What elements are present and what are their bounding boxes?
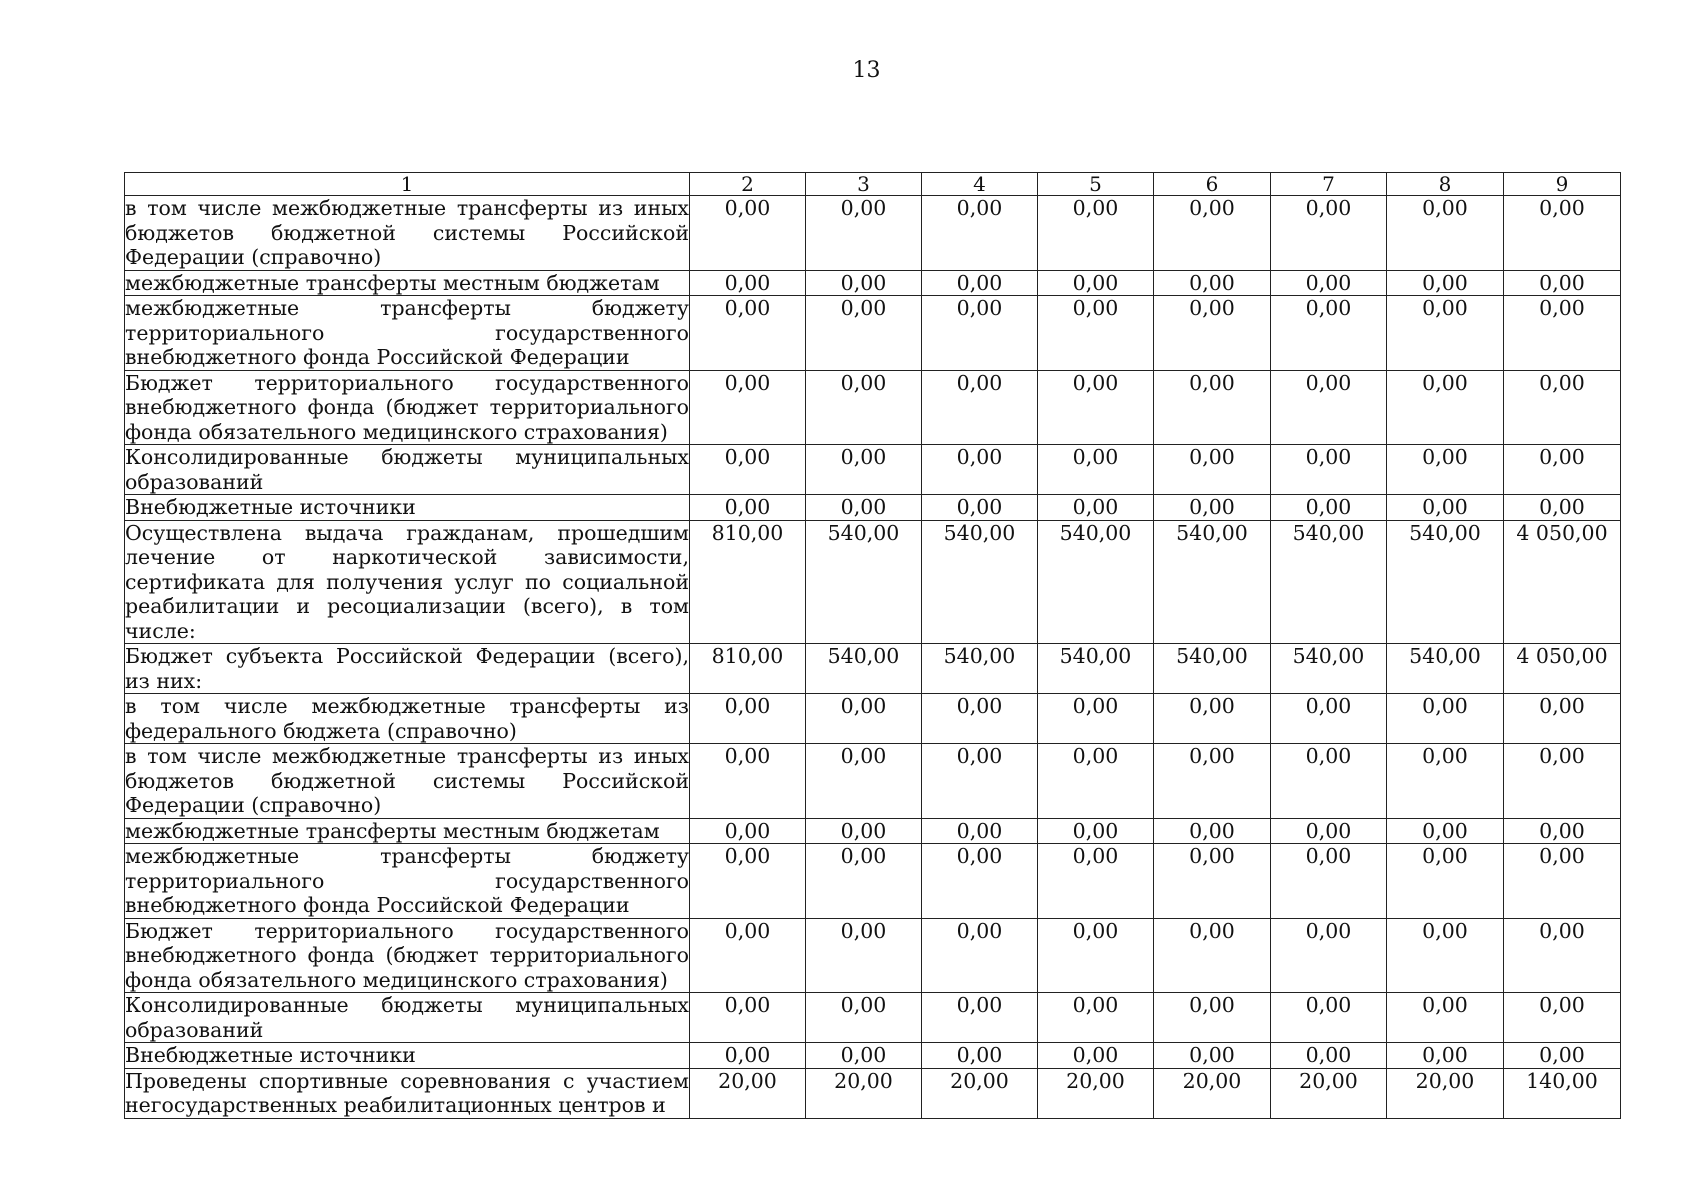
table-row: [125, 495, 1621, 521]
value-cell: 0,00: [1154, 993, 1271, 1043]
value-cell: 540,00: [1271, 644, 1387, 694]
value-cell: 0,00: [690, 196, 806, 271]
value-cell: 0,00: [690, 744, 806, 819]
table-row: [125, 196, 1621, 271]
row-label: Внебюджетные источники: [125, 1043, 690, 1069]
value-cell: 0,00: [922, 296, 1038, 371]
table-header-row: [125, 173, 1621, 196]
value-cell: 0,00: [806, 495, 922, 521]
value-cell: 0,00: [1271, 993, 1387, 1043]
value-cell: 0,00: [1271, 844, 1387, 919]
table-row: [125, 1043, 1621, 1069]
table-row: [125, 918, 1621, 993]
value-cell: 0,00: [806, 844, 922, 919]
value-cell: 0,00: [690, 1043, 806, 1069]
row-label: Осуществлена выдача гражданам, прошедшим лечение от наркотической зависимости, сертификата для получения услуг по социальной реабилитации и ресоциализации (всего), в том числе:: [125, 520, 689, 643]
value-cell: 0,00: [922, 370, 1038, 445]
value-cell: 0,00: [1504, 1043, 1621, 1069]
value-cell: 0,00: [1038, 1043, 1154, 1069]
value-cell: 0,00: [1387, 993, 1504, 1043]
value-cell: 540,00: [1038, 644, 1154, 694]
value-cell: 0,00: [1504, 495, 1621, 521]
value-cell: 0,00: [1154, 270, 1271, 296]
value-cell: 0,00: [1154, 495, 1271, 521]
value-cell: 540,00: [922, 520, 1038, 644]
value-cell: 0,00: [1504, 694, 1621, 744]
table-row: [125, 818, 1621, 844]
value-cell: 540,00: [1271, 520, 1387, 644]
value-cell: 0,00: [690, 844, 806, 919]
value-cell: 0,00: [922, 495, 1038, 521]
value-cell: 0,00: [1154, 196, 1271, 271]
table-row: [125, 270, 1621, 296]
value-cell: 0,00: [806, 196, 922, 271]
table-row: [125, 445, 1621, 495]
value-cell: 20,00: [1154, 1068, 1271, 1118]
value-cell: 0,00: [1271, 918, 1387, 993]
value-cell: 0,00: [1038, 196, 1154, 271]
value-cell: 0,00: [1387, 1043, 1504, 1069]
page-number: 13: [852, 58, 881, 83]
value-cell: 0,00: [1387, 495, 1504, 521]
table-row: [125, 744, 1621, 819]
value-cell: 0,00: [1154, 445, 1271, 495]
table-row: [125, 520, 1621, 644]
value-cell: 0,00: [1154, 1043, 1271, 1069]
value-cell: 0,00: [1504, 744, 1621, 819]
value-cell: 0,00: [1387, 270, 1504, 296]
column-header: 1: [125, 173, 690, 196]
value-cell: 0,00: [1038, 694, 1154, 744]
value-cell: 4 050,00: [1504, 520, 1621, 644]
row-label: Консолидированные бюджеты муниципальных образований: [125, 993, 689, 1042]
budget-table: [124, 172, 1621, 1119]
row-label: Проведены спортивные соревнования с участием негосударственных реабилитационных центров и: [125, 1068, 689, 1117]
row-label: в том числе межбюджетные трансферты из иных бюджетов бюджетной системы Российской Федерации (справочно): [125, 744, 689, 817]
value-cell: 0,00: [1387, 818, 1504, 844]
value-cell: 0,00: [1038, 818, 1154, 844]
table-row: [125, 844, 1621, 919]
value-cell: 540,00: [1154, 520, 1271, 644]
row-label: в том числе межбюджетные трансферты из иных бюджетов бюджетной системы Российской Федерации (справочно): [125, 196, 689, 269]
table-row: [125, 694, 1621, 744]
value-cell: 0,00: [1271, 296, 1387, 371]
value-cell: 0,00: [806, 918, 922, 993]
value-cell: 0,00: [922, 1043, 1038, 1069]
value-cell: 0,00: [922, 445, 1038, 495]
column-header: 2: [690, 173, 806, 196]
value-cell: 0,00: [1271, 495, 1387, 521]
value-cell: 0,00: [922, 744, 1038, 819]
table-row: [125, 993, 1621, 1043]
value-cell: 0,00: [690, 818, 806, 844]
value-cell: 540,00: [1387, 644, 1504, 694]
value-cell: 0,00: [1154, 818, 1271, 844]
value-cell: 0,00: [1504, 370, 1621, 445]
value-cell: 0,00: [806, 993, 922, 1043]
table-row: [125, 296, 1621, 371]
column-header: 7: [1271, 173, 1387, 196]
value-cell: 0,00: [806, 1043, 922, 1069]
value-cell: 0,00: [806, 445, 922, 495]
value-cell: 0,00: [806, 744, 922, 819]
table-row: [125, 1068, 1621, 1118]
row-label: межбюджетные трансферты местным бюджетам: [125, 270, 690, 296]
value-cell: 0,00: [690, 270, 806, 296]
column-header: 4: [922, 173, 1038, 196]
value-cell: 540,00: [1038, 520, 1154, 644]
value-cell: 0,00: [1271, 1043, 1387, 1069]
value-cell: 0,00: [922, 270, 1038, 296]
row-label: Бюджет субъекта Российской Федерации (всего), из них:: [125, 644, 689, 693]
value-cell: 140,00: [1504, 1068, 1621, 1118]
value-cell: 0,00: [690, 993, 806, 1043]
row-label: Консолидированные бюджеты муниципальных образований: [125, 445, 689, 494]
value-cell: 20,00: [1038, 1068, 1154, 1118]
value-cell: 0,00: [806, 270, 922, 296]
value-cell: 0,00: [1154, 296, 1271, 371]
value-cell: 0,00: [1387, 370, 1504, 445]
value-cell: 0,00: [690, 495, 806, 521]
value-cell: 0,00: [922, 196, 1038, 271]
value-cell: 0,00: [1504, 844, 1621, 919]
value-cell: 0,00: [806, 818, 922, 844]
value-cell: 20,00: [922, 1068, 1038, 1118]
value-cell: 0,00: [1387, 744, 1504, 819]
row-label: Внебюджетные источники: [125, 495, 690, 521]
row-label: в том числе межбюджетные трансферты из федерального бюджета (справочно): [125, 694, 689, 743]
value-cell: 0,00: [1504, 270, 1621, 296]
value-cell: 0,00: [1504, 918, 1621, 993]
value-cell: 0,00: [690, 296, 806, 371]
value-cell: 0,00: [922, 694, 1038, 744]
value-cell: 0,00: [1038, 993, 1154, 1043]
value-cell: 0,00: [922, 918, 1038, 993]
value-cell: 0,00: [1154, 918, 1271, 993]
value-cell: 540,00: [806, 644, 922, 694]
table-row: [125, 644, 1621, 694]
value-cell: 0,00: [1154, 694, 1271, 744]
column-header: 3: [806, 173, 922, 196]
value-cell: 0,00: [922, 818, 1038, 844]
value-cell: 810,00: [690, 644, 806, 694]
row-label: Бюджет территориального государственного внебюджетного фонда (бюджет территориального фонда обязательного медицинского страхования): [125, 370, 689, 444]
value-cell: 0,00: [1038, 744, 1154, 819]
value-cell: 540,00: [922, 644, 1038, 694]
value-cell: 0,00: [1504, 296, 1621, 371]
value-cell: 0,00: [1154, 844, 1271, 919]
column-header: 8: [1387, 173, 1504, 196]
value-cell: 0,00: [1154, 370, 1271, 445]
value-cell: 0,00: [1038, 844, 1154, 919]
column-header: 9: [1504, 173, 1621, 196]
value-cell: 540,00: [1387, 520, 1504, 644]
value-cell: 0,00: [690, 694, 806, 744]
value-cell: 0,00: [1387, 445, 1504, 495]
value-cell: 0,00: [1038, 495, 1154, 521]
value-cell: 0,00: [1271, 370, 1387, 445]
value-cell: 0,00: [1504, 818, 1621, 844]
value-cell: 0,00: [806, 296, 922, 371]
value-cell: 0,00: [1387, 196, 1504, 271]
row-label: межбюджетные трансферты местным бюджетам: [125, 818, 690, 844]
value-cell: 0,00: [1387, 296, 1504, 371]
value-cell: 0,00: [1038, 370, 1154, 445]
value-cell: 4 050,00: [1504, 644, 1621, 694]
value-cell: 0,00: [922, 844, 1038, 919]
value-cell: 0,00: [1154, 744, 1271, 819]
value-cell: 0,00: [1271, 694, 1387, 744]
value-cell: 0,00: [690, 445, 806, 495]
value-cell: 540,00: [1154, 644, 1271, 694]
value-cell: 0,00: [1271, 270, 1387, 296]
value-cell: 810,00: [690, 520, 806, 644]
value-cell: 0,00: [690, 370, 806, 445]
value-cell: 0,00: [1504, 993, 1621, 1043]
value-cell: 0,00: [690, 918, 806, 993]
value-cell: 20,00: [690, 1068, 806, 1118]
value-cell: 20,00: [1387, 1068, 1504, 1118]
value-cell: 0,00: [1387, 918, 1504, 993]
column-header: 6: [1154, 173, 1271, 196]
value-cell: 0,00: [806, 370, 922, 445]
value-cell: 0,00: [1271, 818, 1387, 844]
value-cell: 0,00: [1038, 918, 1154, 993]
value-cell: 0,00: [1504, 196, 1621, 271]
value-cell: 0,00: [922, 993, 1038, 1043]
value-cell: 20,00: [1271, 1068, 1387, 1118]
value-cell: 0,00: [1271, 744, 1387, 819]
value-cell: 0,00: [1504, 445, 1621, 495]
value-cell: 540,00: [806, 520, 922, 644]
value-cell: 0,00: [1387, 844, 1504, 919]
value-cell: 0,00: [1387, 694, 1504, 744]
value-cell: 0,00: [1038, 270, 1154, 296]
value-cell: 0,00: [1271, 445, 1387, 495]
column-header: 5: [1038, 173, 1154, 196]
value-cell: 0,00: [1271, 196, 1387, 271]
value-cell: 0,00: [806, 694, 922, 744]
table-row: [125, 370, 1621, 445]
row-label: межбюджетные трансферты бюджету территориального государственного внебюджетного фонда Российской Федерации: [125, 844, 689, 917]
row-label: межбюджетные трансферты бюджету территориального государственного внебюджетного фонда Российской Федерации: [125, 296, 689, 369]
value-cell: 0,00: [1038, 296, 1154, 371]
value-cell: 0,00: [1038, 445, 1154, 495]
row-label: Бюджет территориального государственного внебюджетного фонда (бюджет территориального фонда обязательного медицинского страхования): [125, 918, 689, 992]
value-cell: 20,00: [806, 1068, 922, 1118]
